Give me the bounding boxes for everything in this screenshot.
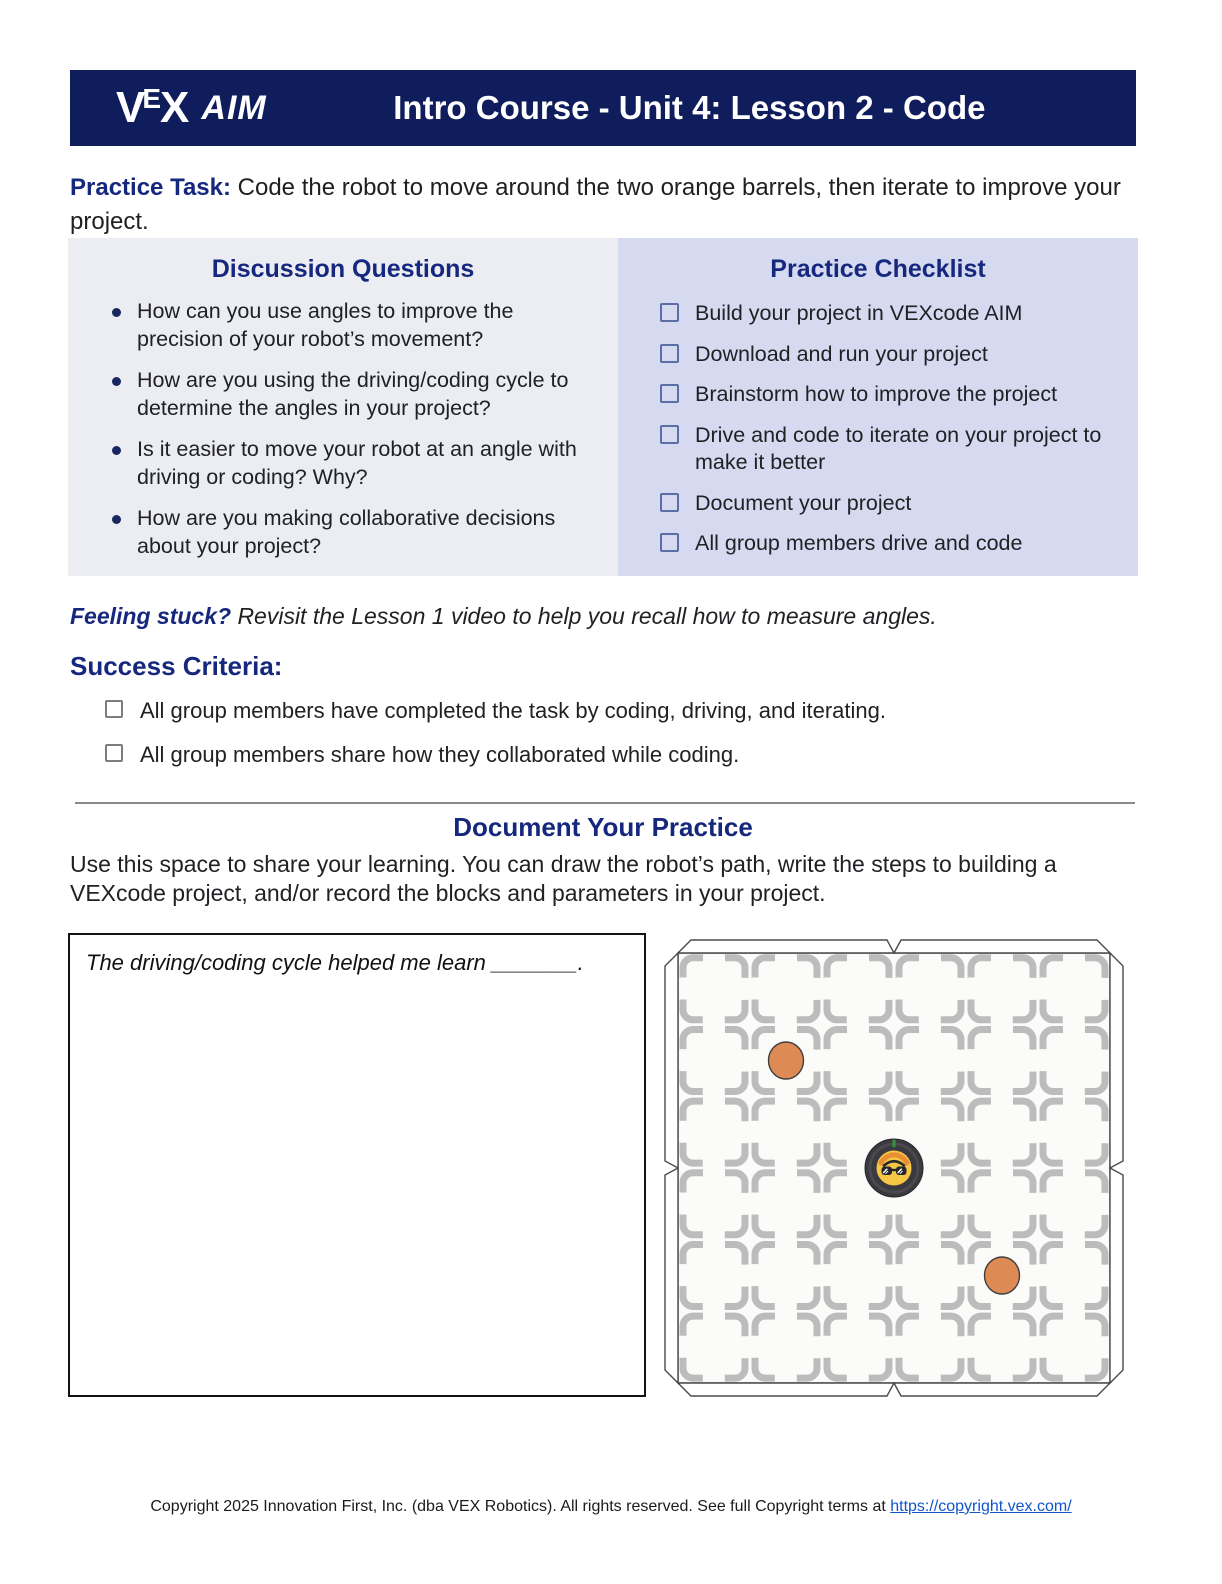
info-panels [68, 238, 1138, 576]
checkbox[interactable] [105, 744, 123, 762]
checklist-item [618, 341, 1138, 369]
success-criteria-item [105, 741, 1105, 768]
logo-letter-x: X [160, 83, 188, 132]
discussion-questions-panel [68, 238, 618, 576]
discussion-questions-title: Discussion Questions [211, 255, 475, 283]
checklist-item-label: Download and run your project [695, 341, 988, 366]
feeling-stuck-label: Feeling stuck? [70, 603, 232, 629]
header-banner [70, 70, 1136, 146]
checkbox[interactable] [660, 425, 679, 444]
copyright-text: Copyright 2025 Innovation First, Inc. (dba VEX Robotics). All rights reserved. See full Copyright terms at [150, 1498, 891, 1515]
success-criteria-item [105, 697, 1105, 724]
copyright-link[interactable]: https://copyright.vex.com/ [890, 1498, 1072, 1515]
checklist-item-label: Document your project [695, 490, 912, 515]
checklist-item-label: Brainstorm how to improve the project [695, 382, 1058, 406]
writing-box[interactable] [68, 933, 646, 1397]
orange-barrel [769, 1042, 804, 1079]
discussion-question: How are you making collaborative decisions about your project? [68, 505, 618, 560]
field-wall [894, 1383, 1110, 1396]
success-criteria-label: All group members share how they collaborated while coding. [140, 742, 740, 767]
checklist-item [618, 381, 1138, 409]
field-map [661, 929, 1127, 1399]
checkbox[interactable] [660, 493, 679, 512]
checklist-item-label: All group members drive and code [695, 531, 1023, 555]
practice-task [70, 171, 1130, 239]
checkbox[interactable] [660, 344, 679, 363]
logo-aim: AIM [201, 88, 267, 127]
discussion-question: How are you using the driving/coding cycle to determine the angles in your project? [68, 367, 618, 422]
success-criteria-title: Success Criteria: [70, 651, 283, 681]
checklist-item [618, 530, 1138, 558]
practice-checklist-title: Practice Checklist [770, 255, 986, 283]
field-wall [678, 1383, 894, 1396]
field-wall [678, 940, 894, 953]
logo-letter-v: V [116, 83, 144, 132]
field-wall [1110, 1168, 1123, 1383]
field-wall [894, 940, 1110, 953]
vex-aim-logo [70, 83, 267, 133]
field-wall [1110, 953, 1123, 1168]
practice-task-text: Code the robot to move around the two orange barrels, then iterate to improve your project. [70, 174, 1121, 235]
sunglasses-left-lens [882, 1167, 893, 1176]
checklist-item [618, 490, 1138, 518]
practice-checklist-list [618, 300, 1138, 558]
page-title: Intro Course - Unit 4: Lesson 2 - Code [393, 89, 986, 126]
field-wall [665, 953, 678, 1168]
document-practice-intro: Use this space to share your learning. You can draw the robot’s path, write the steps to building a VEXcode project, and/or record the blocks and parameters in your project. [70, 851, 1057, 906]
discussion-question: Is it easier to move your robot at an angle with driving or coding? Why? [68, 436, 618, 491]
orange-barrel [985, 1257, 1020, 1294]
heading-indicator [892, 1140, 895, 1148]
feeling-stuck-note [70, 603, 1130, 630]
practice-checklist-panel [618, 238, 1138, 576]
success-criteria-list [105, 697, 1105, 785]
discussion-question: How can you use angles to improve the precision of your robot’s movement? [68, 298, 618, 353]
sunglasses-right-lens [896, 1167, 907, 1176]
footer-copyright [0, 1498, 1222, 1516]
discussion-questions-list [68, 298, 618, 560]
checkbox[interactable] [105, 700, 123, 718]
feeling-stuck-text: Revisit the Lesson 1 video to help you recall how to measure angles. [237, 603, 937, 629]
aim-robot [865, 1139, 923, 1197]
writing-prompt: The driving/coding cycle helped me learn _______. [86, 950, 584, 975]
checklist-item-label: Build your project in VEXcode AIM [695, 301, 1023, 325]
practice-task-label: Practice Task: [70, 174, 231, 201]
success-criteria-label: All group members have completed the task by coding, driving, and iterating. [140, 698, 886, 723]
checkbox[interactable] [660, 533, 679, 552]
checkbox[interactable] [660, 303, 679, 322]
checkbox[interactable] [660, 384, 679, 403]
section-divider [75, 802, 1135, 804]
logo-letter-e: E [142, 83, 162, 114]
checklist-item [618, 300, 1138, 328]
checklist-item [618, 422, 1138, 477]
checklist-item-label: Drive and code to iterate on your project to make it better [695, 422, 1102, 474]
field-wall [665, 1168, 678, 1383]
document-practice-title: Document Your Practice [453, 812, 753, 842]
